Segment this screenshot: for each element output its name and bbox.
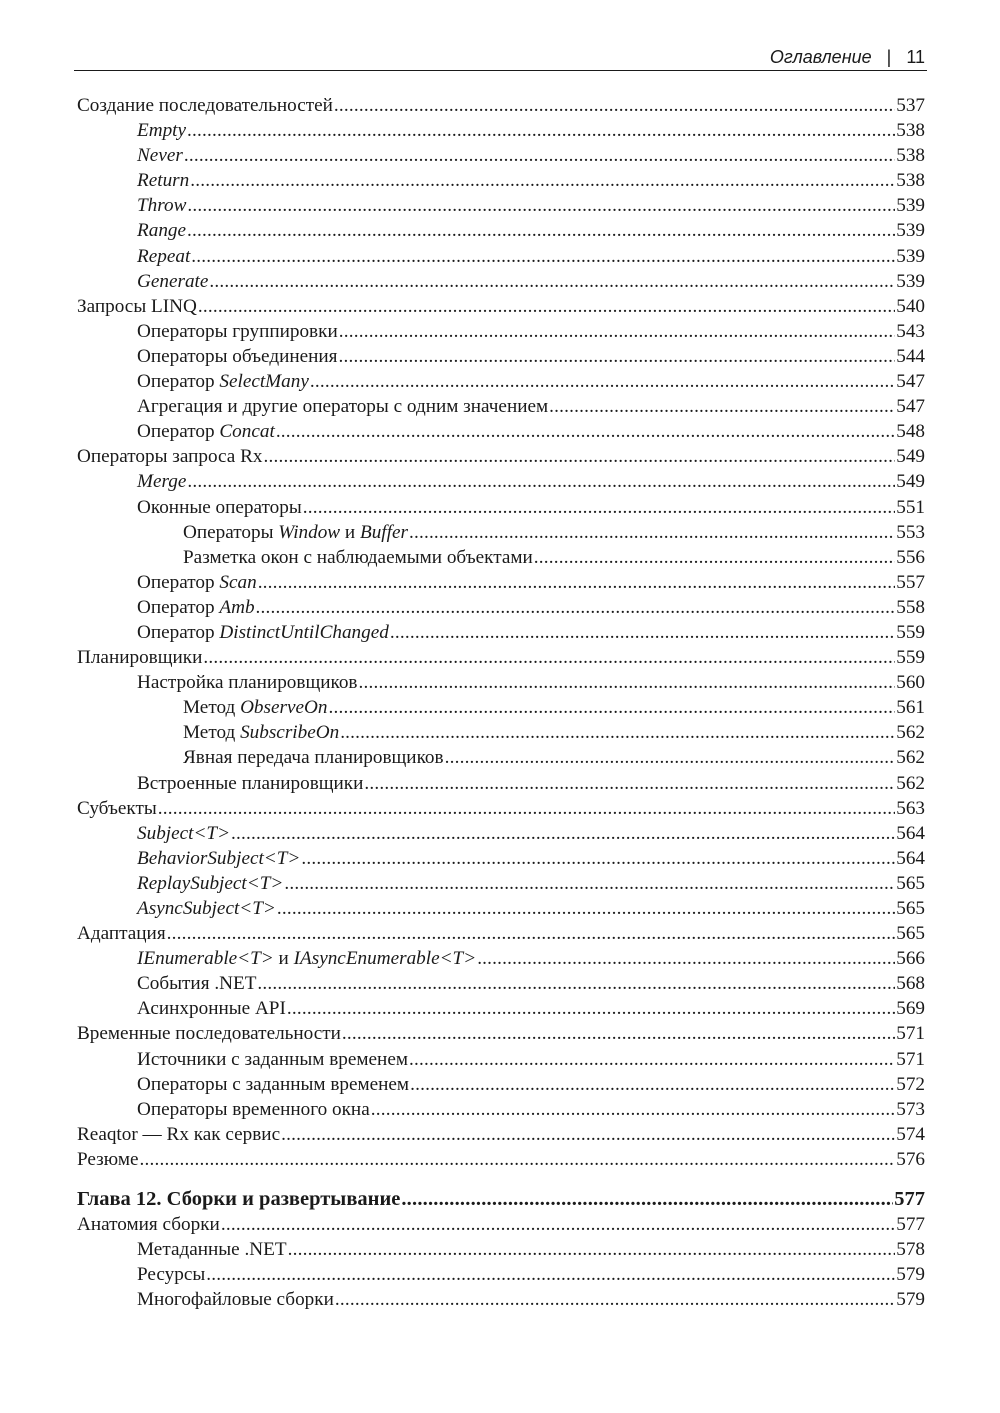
toc-entry-level-1 bbox=[77, 645, 925, 670]
toc-entry-title bbox=[137, 244, 190, 269]
toc-title-part: Асинхронные API bbox=[137, 998, 286, 1020]
toc-entry-title bbox=[137, 620, 389, 645]
toc-title-part: Резюме bbox=[77, 1148, 139, 1170]
toc-page-number: 547 bbox=[896, 371, 925, 393]
dot-leader bbox=[203, 645, 895, 670]
toc-entry-level-2 bbox=[77, 344, 925, 369]
toc-entry-title bbox=[137, 946, 476, 971]
toc-entry-level-2 bbox=[77, 996, 925, 1021]
toc-entry-title bbox=[137, 871, 283, 896]
dot-leader bbox=[301, 846, 895, 871]
dot-leader bbox=[328, 695, 895, 720]
toc-entry-title bbox=[137, 846, 300, 871]
toc-title-italic-part: SubscribeOn bbox=[240, 722, 340, 744]
header-separator: | bbox=[886, 47, 892, 67]
toc-title-part: Источники с заданным временем bbox=[137, 1048, 408, 1070]
dot-leader bbox=[206, 1262, 895, 1287]
toc-entry-level-2 bbox=[77, 871, 925, 896]
toc-title-italic-part: BehaviorSubject<T> bbox=[137, 847, 301, 869]
table-of-contents bbox=[77, 93, 925, 1313]
toc-page-number: 539 bbox=[896, 220, 925, 242]
toc-title-part: Явная передача планировщиков bbox=[183, 747, 444, 769]
toc-page-number: 539 bbox=[896, 270, 925, 292]
toc-entry-level-3 bbox=[77, 720, 925, 745]
toc-entry-level-2 bbox=[77, 244, 925, 269]
toc-entry-title bbox=[77, 796, 157, 821]
toc-title-part: Операторы bbox=[183, 521, 279, 543]
toc-entry-title bbox=[137, 469, 186, 494]
toc-page-number: 569 bbox=[896, 998, 925, 1020]
toc-title-part: Запросы LINQ bbox=[77, 295, 197, 317]
toc-entry-level-2 bbox=[77, 821, 925, 846]
dot-leader bbox=[191, 244, 895, 269]
dot-leader bbox=[281, 1122, 895, 1147]
toc-title-part: Метод bbox=[183, 697, 241, 719]
toc-entry-level-2 bbox=[77, 771, 925, 796]
toc-page-number: 553 bbox=[896, 521, 925, 543]
toc-entry-title bbox=[137, 1097, 370, 1122]
toc-title-italic-part: Empty bbox=[137, 120, 187, 142]
toc-entry-level-1 bbox=[77, 921, 925, 946]
dot-leader bbox=[256, 595, 896, 620]
dot-leader bbox=[276, 419, 895, 444]
toc-title-part: Планировщики bbox=[77, 647, 203, 669]
toc-page-number: 564 bbox=[896, 847, 925, 869]
toc-title-italic-part: Throw bbox=[137, 195, 187, 217]
toc-title-part: Оператор bbox=[137, 596, 220, 618]
toc-page-number: 573 bbox=[896, 1098, 925, 1120]
toc-entry-level-1 bbox=[77, 796, 925, 821]
toc-entry-title bbox=[137, 394, 548, 419]
toc-page-number: 549 bbox=[896, 446, 925, 468]
toc-entry-level-2 bbox=[77, 269, 925, 294]
toc-page-number: 571 bbox=[896, 1023, 925, 1045]
toc-title-italic-part: DistinctUntilChanged bbox=[219, 621, 389, 643]
toc-title-part: Операторы временного окна bbox=[137, 1098, 370, 1120]
dot-leader bbox=[231, 821, 895, 846]
dot-leader bbox=[390, 620, 895, 645]
toc-entry-level-2 bbox=[77, 469, 925, 494]
toc-entry-level-2 bbox=[77, 846, 925, 871]
toc-title-italic-part: Return bbox=[137, 170, 190, 192]
toc-page-number: 559 bbox=[896, 647, 925, 669]
toc-page-number: 557 bbox=[896, 571, 925, 593]
toc-entry-title bbox=[137, 344, 338, 369]
toc-entry-level-3 bbox=[77, 745, 925, 770]
toc-page-number: 577 bbox=[896, 1214, 925, 1236]
toc-entry-level-3 bbox=[77, 695, 925, 720]
toc-entry-level-2 bbox=[77, 118, 925, 143]
toc-page-number: 562 bbox=[896, 772, 925, 794]
toc-entry-title bbox=[183, 720, 339, 745]
toc-page-number: 579 bbox=[896, 1289, 925, 1311]
toc-entry-level-1 bbox=[77, 93, 925, 118]
toc-entry-title bbox=[77, 294, 197, 319]
toc-page-number: 556 bbox=[896, 546, 925, 568]
toc-entry-level-2 bbox=[77, 1072, 925, 1097]
dot-leader bbox=[549, 394, 895, 419]
toc-entry-title bbox=[77, 93, 333, 118]
toc-title-part: Операторы запроса Rx bbox=[77, 446, 263, 468]
toc-entry-level-2 bbox=[77, 319, 925, 344]
dot-leader bbox=[303, 495, 895, 520]
toc-entry-title bbox=[77, 1187, 400, 1212]
toc-title-part: Метаданные .NET bbox=[137, 1239, 287, 1261]
dot-leader bbox=[371, 1097, 896, 1122]
toc-page-number: 538 bbox=[896, 145, 925, 167]
toc-page-number: 549 bbox=[896, 471, 925, 493]
toc-entry-title bbox=[137, 1237, 287, 1262]
toc-entry-level-2 bbox=[77, 419, 925, 444]
toc-page-number: 539 bbox=[896, 245, 925, 267]
toc-entry-title bbox=[137, 419, 275, 444]
dot-leader bbox=[342, 1021, 895, 1046]
running-header bbox=[74, 44, 927, 71]
header-section-title: Оглавление bbox=[769, 47, 872, 67]
toc-entry-level-2 bbox=[77, 218, 925, 243]
toc-entry-title bbox=[137, 670, 358, 695]
toc-entry-title bbox=[137, 118, 186, 143]
toc-entry-level-2 bbox=[77, 495, 925, 520]
toc-entry-level-2 bbox=[77, 570, 925, 595]
toc-title-part: Анатомия сборки bbox=[77, 1214, 220, 1236]
toc-title-italic-part: Scan bbox=[219, 571, 257, 593]
toc-page-number: 562 bbox=[896, 747, 925, 769]
toc-entry-level-2 bbox=[77, 1237, 925, 1262]
toc-title-part: Создание последовательностей bbox=[77, 95, 333, 116]
toc-entry-level-2 bbox=[77, 143, 925, 168]
toc-page-number: 551 bbox=[896, 496, 925, 518]
toc-entry-title bbox=[183, 545, 533, 570]
dot-leader bbox=[409, 520, 895, 545]
toc-title-part: Глава 12. Сборки и развертывание bbox=[77, 1188, 401, 1211]
toc-title-italic-part: ObserveOn bbox=[240, 697, 328, 719]
toc-entry-title bbox=[183, 520, 408, 545]
toc-entry-level-3 bbox=[77, 545, 925, 570]
toc-entry-level-2 bbox=[77, 1262, 925, 1287]
toc-title-italic-part: Never bbox=[137, 145, 183, 167]
toc-entry-title bbox=[137, 595, 255, 620]
toc-entry-level-2 bbox=[77, 1097, 925, 1122]
dot-leader bbox=[187, 193, 895, 218]
dot-leader bbox=[264, 444, 896, 469]
dot-leader bbox=[477, 946, 895, 971]
dot-leader bbox=[184, 143, 895, 168]
toc-entry-title bbox=[137, 369, 309, 394]
toc-entry-title bbox=[137, 319, 338, 344]
toc-entry-level-2 bbox=[77, 1287, 925, 1312]
toc-page-number: 572 bbox=[896, 1073, 925, 1095]
toc-title-italic-part: Subject<T> bbox=[137, 822, 231, 844]
toc-title-part: Оператор bbox=[137, 571, 220, 593]
toc-title-part: Субъекты bbox=[77, 797, 157, 819]
dot-leader bbox=[445, 745, 896, 770]
dot-leader bbox=[339, 319, 896, 344]
toc-entry-level-2 bbox=[77, 369, 925, 394]
dot-leader bbox=[258, 570, 896, 595]
toc-entry-level-1 bbox=[77, 1212, 925, 1237]
dot-leader bbox=[158, 796, 895, 821]
toc-title-part: Разметка окон с наблюдаемыми объектами bbox=[183, 546, 533, 568]
toc-entry-title bbox=[137, 896, 276, 921]
toc-page-number: 562 bbox=[896, 722, 925, 744]
toc-entry-level-2 bbox=[77, 193, 925, 218]
dot-leader bbox=[335, 1287, 895, 1312]
toc-entry-level-2 bbox=[77, 896, 925, 921]
toc-entry-level-2 bbox=[77, 620, 925, 645]
toc-entry-level-2 bbox=[77, 168, 925, 193]
toc-title-italic-part: ReplaySubject<T> bbox=[137, 872, 284, 894]
toc-page-number: 574 bbox=[896, 1123, 925, 1145]
toc-title-part: Операторы группировки bbox=[137, 320, 338, 342]
toc-title-italic-part: Repeat bbox=[137, 245, 191, 267]
dot-leader bbox=[287, 996, 895, 1021]
toc-entry-title bbox=[137, 771, 363, 796]
toc-page-number: 547 bbox=[896, 396, 925, 418]
dot-leader bbox=[187, 118, 895, 143]
toc-entry-level-1 bbox=[77, 1122, 925, 1147]
toc-entry-level-1 bbox=[77, 1147, 925, 1172]
toc-entry-title bbox=[77, 1212, 220, 1237]
toc-page-number: 577 bbox=[894, 1188, 925, 1211]
toc-page-number: 539 bbox=[896, 195, 925, 217]
toc-title-part: Многофайловые сборки bbox=[137, 1289, 334, 1311]
toc-entry-title bbox=[77, 1021, 341, 1046]
toc-entry-title bbox=[137, 1072, 409, 1097]
toc-entry-level-3 bbox=[77, 520, 925, 545]
toc-entry-title bbox=[137, 971, 256, 996]
toc-entry-title bbox=[137, 1047, 408, 1072]
toc-entry-title bbox=[137, 570, 257, 595]
toc-title-part: Метод bbox=[183, 722, 241, 744]
toc-page-number: 576 bbox=[896, 1148, 925, 1170]
dot-leader bbox=[167, 921, 896, 946]
toc-title-part: Оконные операторы bbox=[137, 496, 302, 518]
toc-page-number: 560 bbox=[896, 672, 925, 694]
toc-title-italic-part: Generate bbox=[137, 270, 209, 292]
dot-leader bbox=[221, 1212, 895, 1237]
dot-leader bbox=[401, 1187, 893, 1212]
toc-title-part: Агрегация и другие операторы с одним значением bbox=[137, 396, 549, 418]
toc-entry-title bbox=[137, 269, 208, 294]
toc-page-number: 578 bbox=[896, 1239, 925, 1261]
toc-title-part: Операторы объединения bbox=[137, 345, 338, 367]
toc-entry-level-2 bbox=[77, 595, 925, 620]
dot-leader bbox=[257, 971, 895, 996]
dot-leader bbox=[288, 1237, 896, 1262]
toc-page-number: 537 bbox=[896, 95, 925, 116]
toc-title-part: Настройка планировщиков bbox=[137, 672, 358, 694]
toc-entry-title bbox=[77, 921, 166, 946]
toc-title-italic-part: SelectMany bbox=[219, 371, 309, 393]
dot-leader bbox=[140, 1147, 896, 1172]
toc-page-number: 559 bbox=[896, 621, 925, 643]
toc-entry-level-2 bbox=[77, 971, 925, 996]
toc-page-number: 579 bbox=[896, 1264, 925, 1286]
toc-entry-title bbox=[137, 143, 183, 168]
toc-page-number: 563 bbox=[896, 797, 925, 819]
toc-title-italic-part: Merge bbox=[137, 471, 187, 493]
toc-page-number: 538 bbox=[896, 170, 925, 192]
toc-entry-title bbox=[183, 745, 444, 770]
toc-entry-level-2 bbox=[77, 670, 925, 695]
dot-leader bbox=[534, 545, 895, 570]
toc-page-number: 568 bbox=[896, 973, 925, 995]
toc-page-number: 565 bbox=[896, 923, 925, 945]
toc-title-part: Встроенные планировщики bbox=[137, 772, 364, 794]
toc-page-number: 543 bbox=[896, 320, 925, 342]
toc-title-part: Reaqtor — Rx как сервис bbox=[77, 1123, 281, 1145]
toc-title-italic-part: Buffer bbox=[359, 521, 408, 543]
toc-entry-title bbox=[137, 495, 302, 520]
dot-leader bbox=[190, 168, 895, 193]
dot-leader bbox=[209, 269, 895, 294]
dot-leader bbox=[364, 771, 895, 796]
toc-entry-level-2 bbox=[77, 946, 925, 971]
running-header-text bbox=[770, 46, 925, 68]
toc-entry-level-1 bbox=[77, 294, 925, 319]
toc-title-part: и bbox=[340, 521, 360, 543]
dot-leader bbox=[284, 871, 895, 896]
toc-title-part: События .NET bbox=[137, 973, 257, 995]
toc-title-italic-part: Concat bbox=[219, 421, 275, 443]
dot-leader bbox=[198, 294, 895, 319]
toc-page-number: 561 bbox=[896, 697, 925, 719]
dot-leader bbox=[410, 1072, 895, 1097]
toc-entry-title bbox=[137, 821, 230, 846]
toc-title-italic-part: AsyncSubject<T> bbox=[137, 898, 276, 919]
chapter-heading bbox=[77, 1187, 925, 1212]
dot-leader bbox=[187, 469, 895, 494]
dot-leader bbox=[187, 218, 895, 243]
toc-title-part: Адаптация bbox=[77, 923, 166, 945]
dot-leader bbox=[409, 1047, 895, 1072]
toc-title-part: Оператор bbox=[137, 621, 220, 643]
dot-leader bbox=[277, 896, 895, 921]
toc-title-part: Оператор bbox=[137, 421, 220, 443]
toc-entry-title bbox=[137, 1262, 205, 1287]
toc-title-italic-part: IAsyncEnumerable<T> bbox=[293, 948, 477, 970]
toc-entry-title bbox=[77, 444, 263, 469]
toc-entry-title bbox=[137, 168, 189, 193]
toc-page-number: 540 bbox=[896, 295, 925, 317]
toc-page-number: 558 bbox=[896, 596, 925, 618]
toc-page-number: 571 bbox=[896, 1048, 925, 1070]
toc-title-part: Ресурсы bbox=[137, 1264, 206, 1286]
toc-page-number: 544 bbox=[896, 345, 925, 367]
toc-entry-title bbox=[137, 193, 186, 218]
toc-page-number: 538 bbox=[896, 120, 925, 142]
toc-page-number: 564 bbox=[896, 822, 925, 844]
toc-entry-title bbox=[77, 1122, 280, 1147]
toc-title-italic-part: Amb bbox=[219, 596, 255, 618]
toc-title-part: Временные последовательности bbox=[77, 1023, 341, 1045]
header-page-number: 11 bbox=[906, 47, 925, 67]
dot-leader bbox=[334, 93, 895, 118]
toc-entry-title bbox=[137, 218, 186, 243]
toc-entry-level-1 bbox=[77, 444, 925, 469]
toc-title-italic-part: Range bbox=[137, 220, 187, 242]
dot-leader bbox=[310, 369, 895, 394]
toc-entry-title bbox=[183, 695, 327, 720]
toc-entry-title bbox=[77, 1147, 139, 1172]
toc-title-part: Операторы с заданным временем bbox=[137, 1073, 410, 1095]
toc-title-part: Оператор bbox=[137, 371, 220, 393]
toc-entry-title bbox=[137, 1287, 334, 1312]
toc-entry-level-2 bbox=[77, 394, 925, 419]
dot-leader bbox=[359, 670, 896, 695]
toc-entry-title bbox=[77, 645, 202, 670]
toc-page-number: 548 bbox=[896, 421, 925, 443]
toc-entry-level-2 bbox=[77, 1047, 925, 1072]
toc-title-italic-part: IEnumerable<T> bbox=[137, 948, 274, 970]
toc-page-number: 565 bbox=[896, 898, 925, 919]
toc-entry-title bbox=[137, 996, 286, 1021]
toc-entry-level-1 bbox=[77, 1021, 925, 1046]
toc-page-number: 565 bbox=[896, 872, 925, 894]
toc-title-italic-part: Window bbox=[278, 521, 341, 543]
toc-page-number: 566 bbox=[896, 948, 925, 970]
dot-leader bbox=[340, 720, 895, 745]
dot-leader bbox=[339, 344, 896, 369]
toc-title-part: и bbox=[273, 948, 294, 970]
